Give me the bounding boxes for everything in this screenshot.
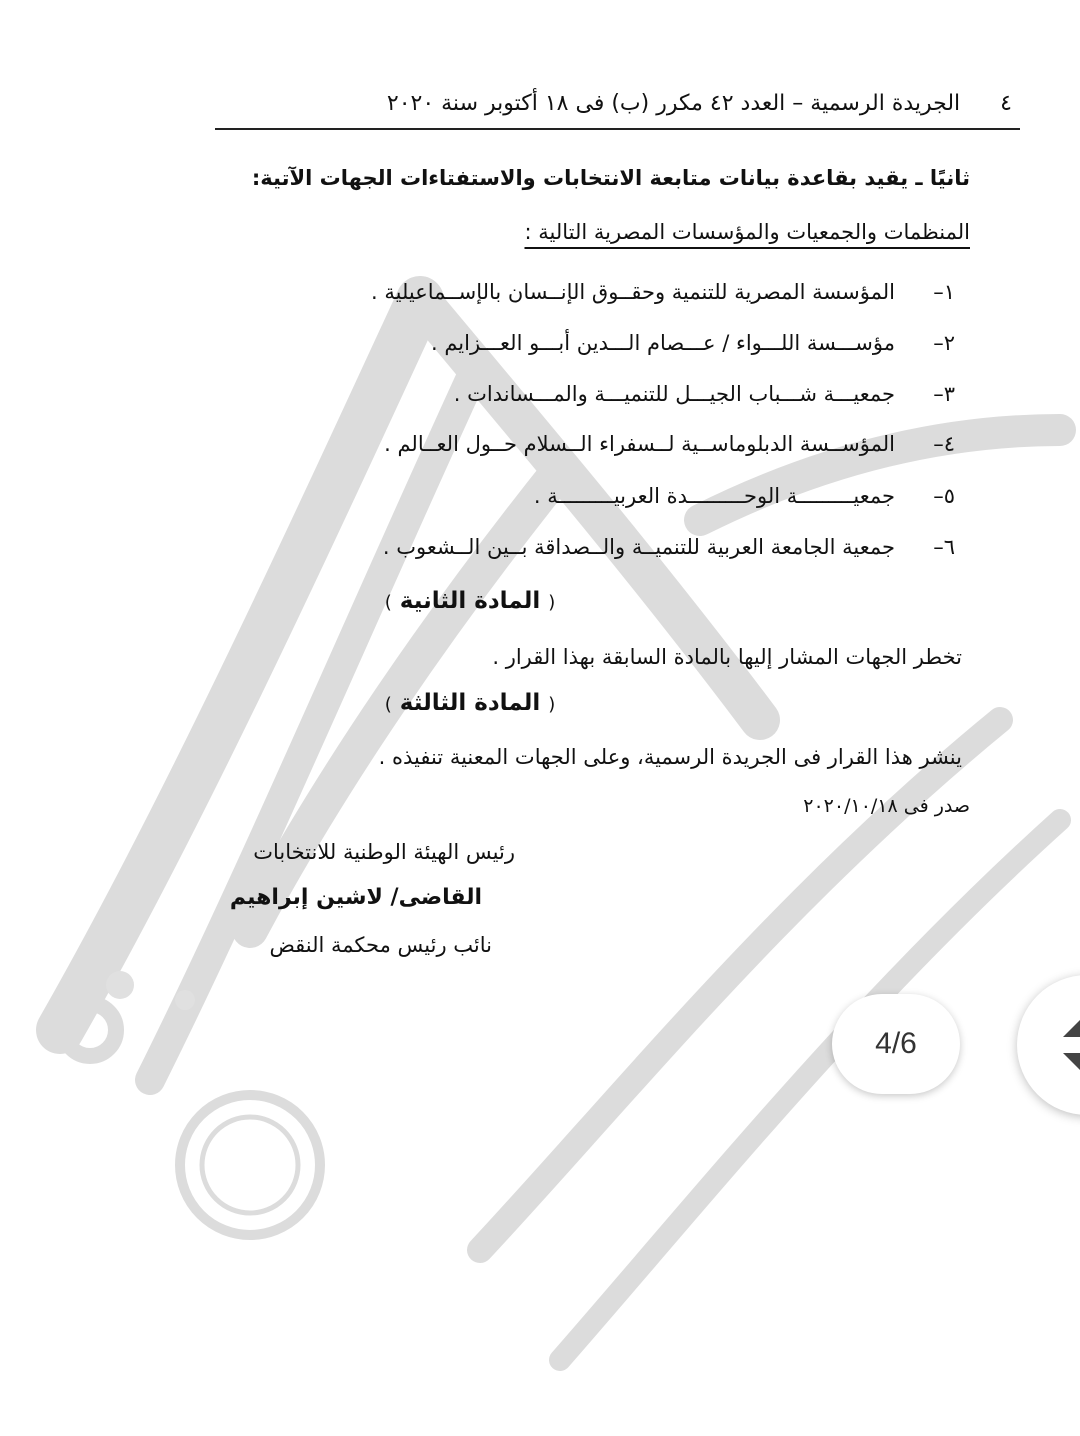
article-3-title: ( المادة الثالثة ) (384, 690, 556, 716)
list-item-text: جمعيـــة شـــباب الجيـــل للتنميـــة والمـــساندات . (453, 382, 895, 406)
list-item (534, 484, 955, 508)
header-page-number: ٤ (1000, 90, 1012, 116)
list-item-text: المؤسسة المصرية للتنمية وحقــوق الإنــسان بالإســماعيلية . (371, 280, 895, 304)
list-item-text: المؤســسة الدبلوماســية لــسفراء الــسلام حــول العــالم . (384, 432, 895, 456)
issue-date: صدر فى ٢٠٢٠/١٠/١٨ (803, 795, 970, 817)
list-item-text: جمعية الجامعة العربية للتنميــة والــصداقة بــين الــشعوب . (382, 535, 895, 559)
list-item (384, 432, 955, 456)
article-2-title: ( المادة الثانية ) (384, 588, 556, 614)
up-down-arrows-icon (1061, 1015, 1080, 1075)
article-3-body: ينشر هذا القرار فى الجريدة الرسمية، وعلى الجهات المعنية تنفيذه . (378, 745, 962, 769)
article-2-body: تخطر الجهات المشار إليها بالمادة السابقة بهذا القرار . (492, 645, 962, 669)
list-item-text: جمعيـــــــــة الوحـــــــــدة العربيـــــــــة . (533, 484, 895, 508)
list-item (383, 535, 955, 559)
signature-role: رئيس الهيئة الوطنية للانتخابات (253, 840, 515, 864)
list-item-number: ٤– (933, 432, 955, 456)
page-header (215, 78, 1020, 130)
list-item (454, 382, 955, 406)
list-item-number: ٢– (933, 331, 955, 355)
list-item-number: ٦– (933, 535, 955, 559)
list-item (371, 280, 955, 304)
header-title: الجريدة الرسمية – العدد ٤٢ مكرر (ب) فى ١٨ أكتوبر سنة ٢٠٢٠ (386, 90, 961, 116)
signature-name: القاضى/ لاشين إبراهيم (229, 885, 482, 910)
signature-position: نائب رئيس محكمة النقض (269, 933, 492, 957)
list-item-text: مؤســـسة اللـــواء / عـــصام الـــدين أبـــو العـــزايم . (430, 331, 895, 355)
list-item (431, 331, 955, 355)
list-item-number: ١– (933, 280, 955, 304)
page-indicator: 4/6 (832, 994, 960, 1094)
section-subheading: المنظمات والجمعيات والمؤسسات المصرية التالية : (524, 220, 970, 244)
section-heading: ثانيًا ـ يقيد بقاعدة بيانات متابعة الانتخابات والاستفتاءات الجهات الآتية: (251, 166, 970, 190)
list-item-number: ٥– (933, 484, 955, 508)
list-item-number: ٣– (933, 382, 955, 406)
